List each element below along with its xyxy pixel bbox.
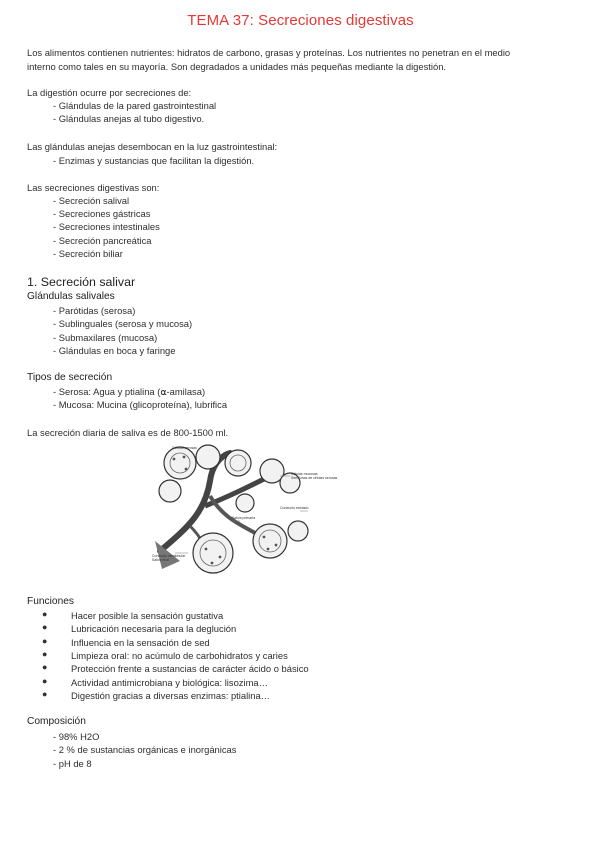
anejas-item-1: - Enzimas y sustancias que facilitan la digestión. (53, 155, 255, 166)
bullet-icon: ● (42, 636, 48, 646)
bullet-icon: ● (42, 689, 48, 699)
figure-label-1: Células serosas (172, 446, 197, 450)
figure-label-4: Conducto estriado (280, 506, 309, 510)
funciones-heading: Funciones (27, 596, 75, 607)
composicion-heading: Composición (27, 716, 86, 727)
glandulas-heading: Glándulas salivales (27, 291, 115, 302)
secreciones-item-2: - Secreciones gástricas (53, 208, 151, 219)
funciones-item-7: Digestión gracias a diversas enzimas: ptialina… (71, 690, 271, 701)
funciones-item-4: Limpieza oral: no acúmulo de carbohidratos y caries (71, 650, 288, 661)
bullet-icon: ● (42, 622, 48, 632)
funciones-item-3: Influencia en la sensación de sed (71, 637, 210, 648)
tipos-item-2: - Mucosa: Mucina (glicoproteína), lubrifica (53, 399, 228, 410)
glandulas-item-4: - Glándulas en boca y faringe (53, 345, 176, 356)
secreciones-intro: Las secreciones digestivas son: (27, 182, 160, 193)
anejas-intro: Las glándulas anejas desembocan en la luz gastrointestinal: (27, 141, 278, 152)
funciones-item-6: Actividad antimicrobiana y biológica: lisozima… (71, 677, 268, 688)
bullet-icon: ● (42, 609, 48, 619)
bullet-icon: ● (42, 662, 48, 672)
figure-label-5: Saliva primaria (232, 516, 256, 520)
tipos-heading: Tipos de secreción (27, 372, 113, 383)
funciones-item-5: Protección frente a sustancias de carácter ácido o básico (71, 663, 309, 674)
page-title: TEMA 37: Secreciones digestivas (187, 12, 414, 29)
secreciones-item-4: - Secreción pancreática (53, 235, 152, 246)
figure-label-3: Semilunas de células serosas (291, 476, 338, 480)
salivary-gland-diagram (150, 441, 338, 579)
funciones-item-2: Lubricación necesaria para la deglución (71, 623, 237, 634)
secreciones-item-3: - Secreciones intestinales (53, 221, 160, 232)
composicion-item-2: - 2 % de sustancias orgánicas e inorgánicas (53, 744, 237, 755)
intro-line-1: Los alimentos contienen nutrientes: hidratos de carbono, grasas y proteínas. Los nutrientes no penetran en el medio (27, 47, 511, 58)
secreciones-item-1: - Secreción salival (53, 195, 130, 206)
section-1-heading: 1. Secreción salivar (27, 275, 136, 289)
figure-label-2: Células mucosas (291, 472, 318, 476)
funciones-item-1: Hacer posible la sensación gustativa (71, 610, 224, 621)
digestion-item-1: - Glándulas de la pared gastrointestinal (53, 100, 217, 111)
digestion-item-2: - Glándulas anejas al tubo digestivo. (53, 113, 205, 124)
bullet-icon: ● (42, 649, 48, 659)
digestion-intro: La digestión ocurre por secreciones de: (27, 87, 192, 98)
tipos-item-1: - Serosa: Agua y ptialina (⍺-amilasa) (53, 386, 206, 397)
saliva-daily-text: La secreción diaria de saliva es de 800-1500 ml. (27, 427, 229, 438)
composicion-item-3: - pH de 8 (53, 758, 92, 769)
glandulas-item-1: - Parótidas (serosa) (53, 305, 136, 316)
glandulas-item-2: - Sublinguales (serosa y mucosa) (53, 318, 193, 329)
secreciones-item-5: - Secreción biliar (53, 248, 123, 259)
figure-label-7: Saliva final (152, 558, 169, 562)
figure-label-6: Conducto intralobular (152, 554, 186, 558)
composicion-item-1: - 98% H2O (53, 731, 100, 742)
bullet-icon: ● (42, 676, 48, 686)
glandulas-item-3: - Submaxilares (mucosa) (53, 332, 158, 343)
intro-line-2: interno como tales en su mayoría. Son degradados a unidades más pequeñas mediante la digestión. (27, 61, 447, 72)
